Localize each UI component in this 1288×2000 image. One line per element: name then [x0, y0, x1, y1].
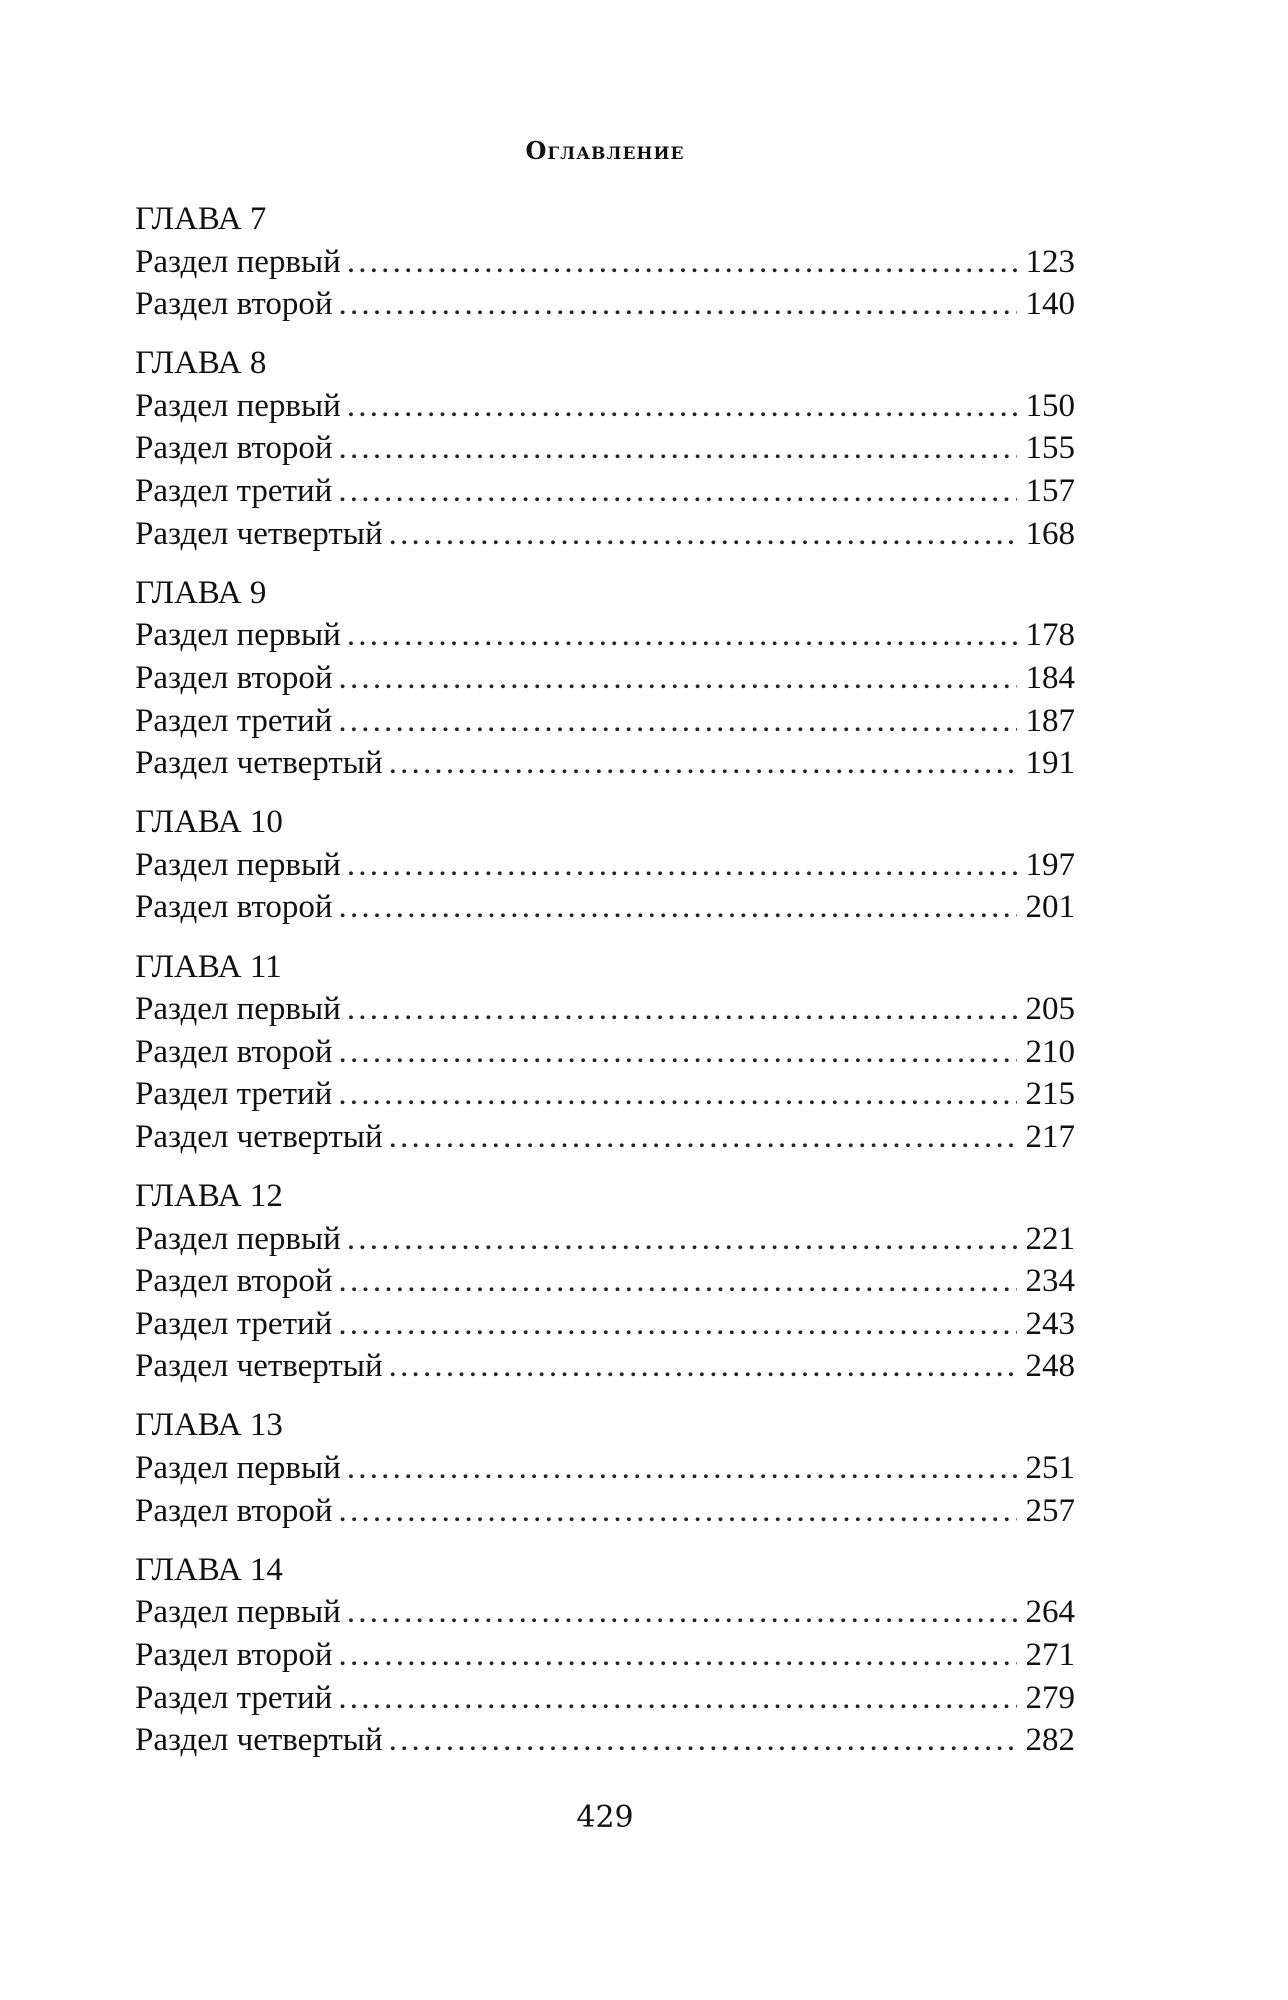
dot-leader: [338, 700, 1017, 743]
toc-entry[interactable]: [135, 1073, 1075, 1116]
toc-entry-page: 210: [1025, 1033, 1075, 1070]
toc-entry-page: 215: [1025, 1076, 1075, 1113]
dot-leader: [339, 657, 1017, 700]
toc-entry-label: Раздел второй: [135, 1492, 333, 1529]
toc-entry-page: 248: [1025, 1348, 1075, 1385]
toc-entry-label: Раздел третий: [135, 1076, 333, 1113]
dot-leader: [347, 844, 1017, 887]
dot-leader: [338, 1677, 1017, 1720]
dot-leader: [339, 1490, 1017, 1533]
toc-entry[interactable]: [135, 1218, 1075, 1261]
toc-entry-page: 150: [1025, 387, 1075, 424]
toc-entry[interactable]: [135, 886, 1075, 929]
dot-leader: [347, 1591, 1017, 1634]
toc-entry-label: Раздел четвертый: [135, 1348, 383, 1385]
toc-chapter: [135, 1549, 1075, 1762]
toc-entry-label: Раздел второй: [135, 286, 333, 323]
toc-entry-page: 191: [1025, 745, 1075, 782]
dot-leader: [389, 1719, 1017, 1762]
toc-entry-label: Раздел первый: [135, 846, 341, 883]
toc-entry-page: 155: [1025, 430, 1075, 467]
toc-entry-page: 251: [1025, 1450, 1075, 1487]
dot-leader: [389, 1116, 1017, 1159]
chapter-title: ГЛАВА 9: [135, 574, 267, 611]
page-number: 429: [576, 1800, 634, 1835]
dot-leader: [389, 742, 1017, 785]
toc-entry[interactable]: [135, 700, 1075, 743]
dot-leader: [338, 470, 1017, 513]
toc-entry[interactable]: [135, 241, 1075, 284]
dot-leader: [347, 988, 1017, 1031]
toc-chapter: [135, 342, 1075, 555]
toc-entry-label: Раздел первый: [135, 243, 341, 280]
toc-entry-page: 157: [1025, 473, 1075, 510]
toc-entry[interactable]: [135, 470, 1075, 513]
toc-entry[interactable]: [135, 1677, 1075, 1720]
dot-leader: [347, 385, 1017, 428]
toc-entry-label: Раздел второй: [135, 659, 333, 696]
toc-chapter: [135, 946, 1075, 1159]
dot-leader: [347, 614, 1017, 657]
chapter-title: ГЛАВА 10: [135, 804, 283, 841]
dot-leader: [347, 1218, 1017, 1261]
toc-entry-page: 168: [1025, 515, 1075, 552]
toc-entry[interactable]: [135, 1719, 1075, 1762]
dot-leader: [347, 1447, 1017, 1490]
toc-entry[interactable]: [135, 1447, 1075, 1490]
dot-leader: [347, 241, 1017, 284]
toc-entry[interactable]: [135, 1490, 1075, 1533]
dot-leader: [338, 1073, 1017, 1116]
toc-entry-page: 140: [1025, 286, 1075, 323]
toc-entry-label: Раздел первый: [135, 1220, 341, 1257]
dot-leader: [339, 1031, 1017, 1074]
toc-entry-label: Раздел первый: [135, 1594, 341, 1631]
dot-leader: [339, 283, 1017, 326]
toc-chapter: [135, 198, 1075, 326]
toc-entry-page: 271: [1025, 1636, 1075, 1673]
toc-entry[interactable]: [135, 513, 1075, 556]
dot-leader: [389, 1345, 1017, 1388]
toc-entry[interactable]: [135, 614, 1075, 657]
toc-entry-label: Раздел первый: [135, 387, 341, 424]
toc-entry-page: 282: [1025, 1722, 1075, 1759]
toc-entry[interactable]: [135, 283, 1075, 326]
toc-entry[interactable]: [135, 427, 1075, 470]
toc-entry-page: 217: [1025, 1118, 1075, 1155]
toc-entry-label: Раздел первый: [135, 1450, 341, 1487]
toc-chapter: [135, 801, 1075, 929]
chapter-title: ГЛАВА 11: [135, 948, 282, 985]
dot-leader: [339, 427, 1017, 470]
toc-entry-label: Раздел первый: [135, 991, 341, 1028]
toc-entry-label: Раздел четвертый: [135, 745, 383, 782]
toc-entry[interactable]: [135, 1303, 1075, 1346]
dot-leader: [389, 513, 1017, 556]
chapter-title: ГЛАВА 12: [135, 1177, 283, 1214]
toc-entry-page: 178: [1025, 617, 1075, 654]
dot-leader: [339, 886, 1017, 929]
toc-entry[interactable]: [135, 1116, 1075, 1159]
toc-entry[interactable]: [135, 657, 1075, 700]
toc-entry-label: Раздел третий: [135, 473, 333, 510]
chapter-title: ГЛАВА 7: [135, 201, 267, 237]
toc-entry[interactable]: [135, 385, 1075, 428]
toc-entry-page: 264: [1025, 1594, 1075, 1631]
toc-entry[interactable]: [135, 1634, 1075, 1677]
toc-entry-page: 205: [1025, 991, 1075, 1028]
toc-entry-label: Раздел третий: [135, 1305, 333, 1342]
toc-entry[interactable]: [135, 844, 1075, 887]
toc-entry-label: Раздел второй: [135, 1636, 333, 1673]
toc-entry[interactable]: [135, 1591, 1075, 1634]
toc-entry-label: Раздел второй: [135, 430, 333, 467]
toc-entry-page: 184: [1025, 659, 1075, 696]
toc-entry[interactable]: [135, 1260, 1075, 1303]
toc-entry-page: 197: [1025, 846, 1075, 883]
dot-leader: [339, 1634, 1017, 1677]
toc-entry-page: 279: [1025, 1679, 1075, 1716]
toc-entry-page: 257: [1025, 1492, 1075, 1529]
toc-entry-label: Раздел четвертый: [135, 1722, 383, 1759]
toc-entry-page: 123: [1025, 243, 1075, 280]
toc-entry-label: Раздел четвертый: [135, 1118, 383, 1155]
toc-entry-label: Раздел четвертый: [135, 515, 383, 552]
toc-entry-label: Раздел третий: [135, 1679, 333, 1716]
chapter-title: ГЛАВА 8: [135, 345, 267, 382]
table-of-contents: [135, 198, 1075, 1762]
toc-entry[interactable]: [135, 1345, 1075, 1388]
toc-chapter: [135, 1175, 1075, 1388]
chapter-title: ГЛАВА 13: [135, 1407, 283, 1444]
toc-entry[interactable]: [135, 742, 1075, 785]
toc-entry-label: Раздел второй: [135, 1263, 333, 1300]
toc-entry-page: 243: [1025, 1305, 1075, 1342]
toc-entry-label: Раздел второй: [135, 1033, 333, 1070]
toc-chapter: [135, 1404, 1075, 1532]
toc-entry-page: 221: [1025, 1220, 1075, 1257]
toc-entry[interactable]: [135, 1031, 1075, 1074]
dot-leader: [339, 1260, 1017, 1303]
toc-entry-page: 201: [1025, 889, 1075, 926]
toc-entry-label: Раздел третий: [135, 702, 333, 739]
toc-entry-label: Раздел первый: [135, 617, 341, 654]
chapter-title: ГЛАВА 14: [135, 1551, 283, 1588]
toc-chapter: [135, 572, 1075, 785]
toc-entry-page: 187: [1025, 702, 1075, 739]
dot-leader: [338, 1303, 1017, 1346]
toc-entry-page: 234: [1025, 1263, 1075, 1300]
page-header-title: Оглавление: [525, 136, 685, 165]
toc-entry-label: Раздел второй: [135, 889, 333, 926]
toc-entry[interactable]: [135, 988, 1075, 1031]
